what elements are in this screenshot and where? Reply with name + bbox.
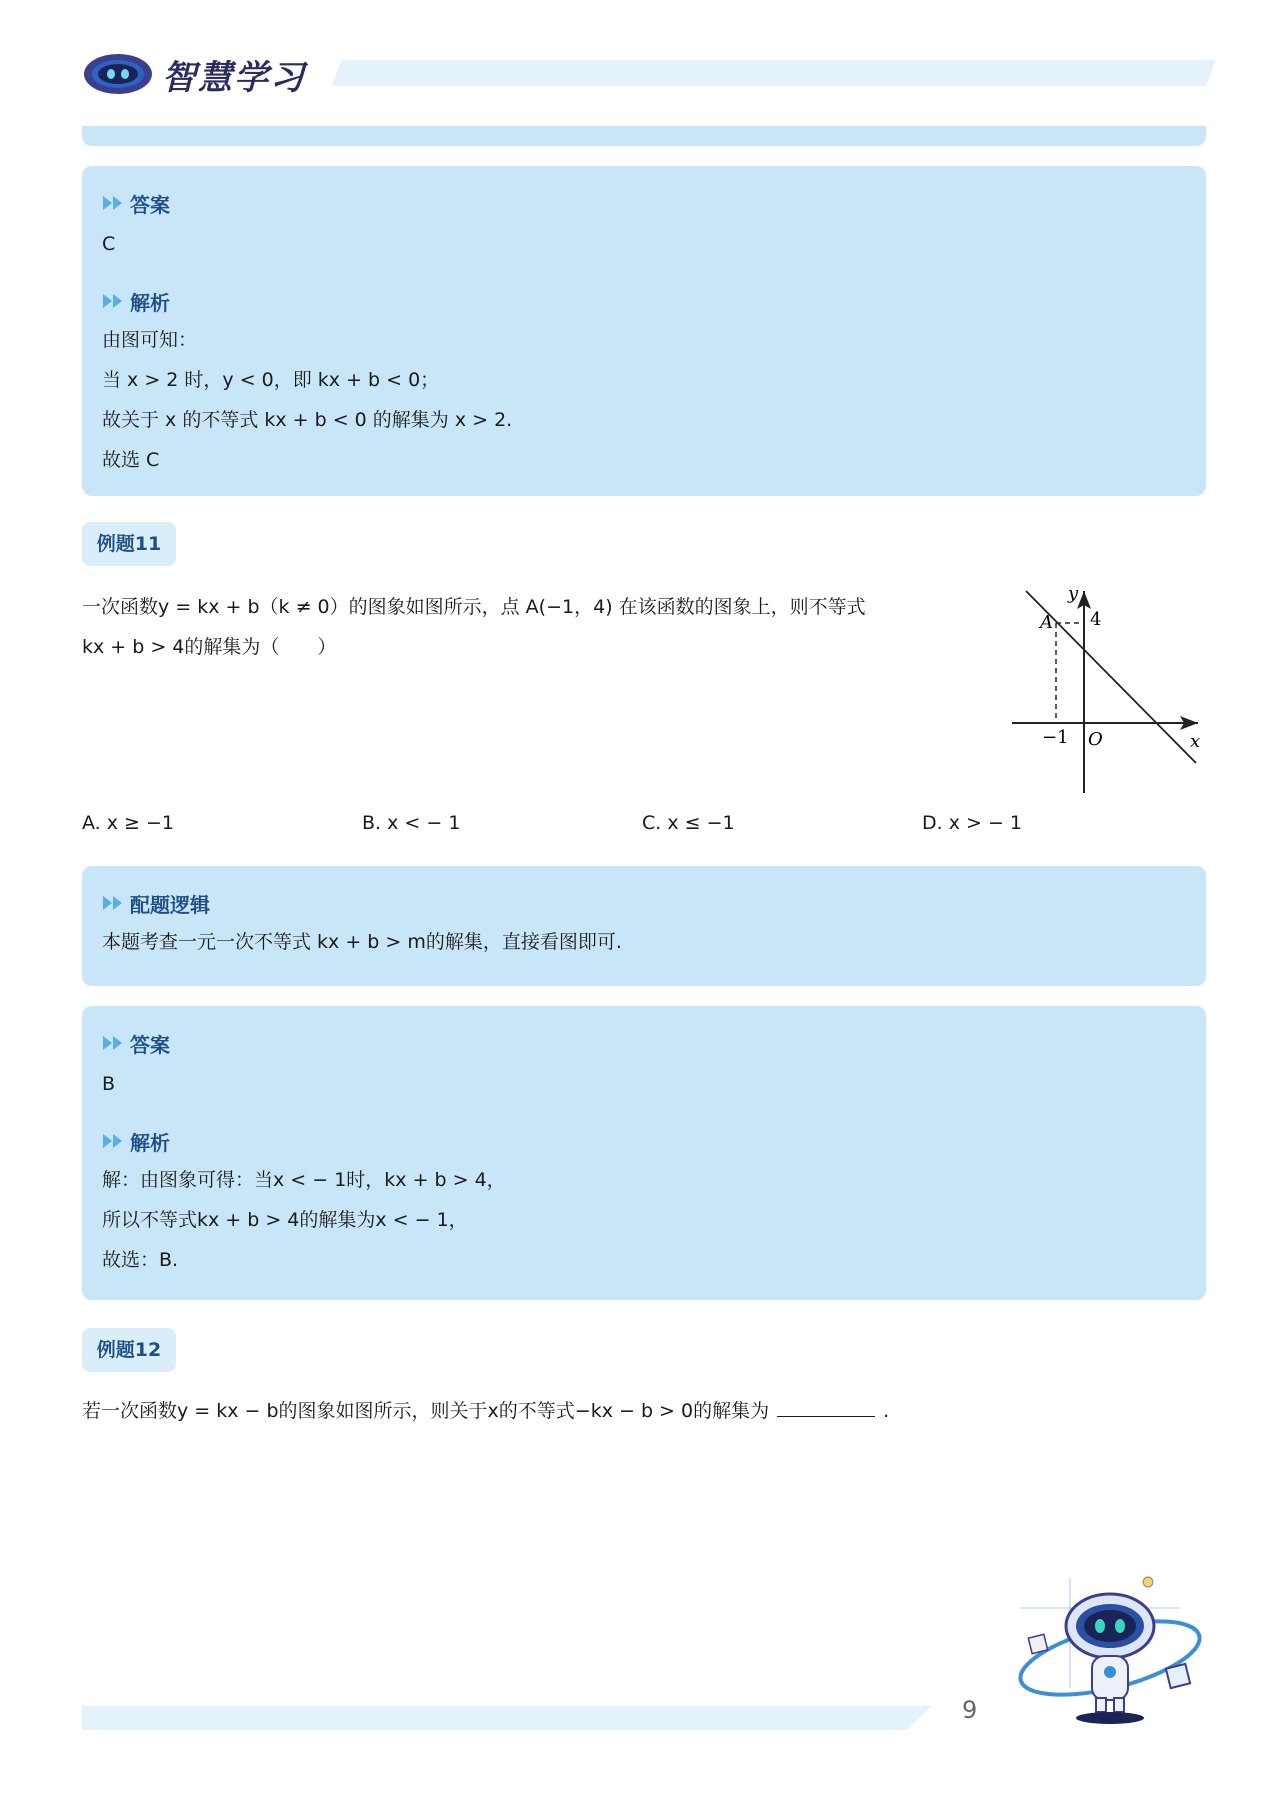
function-graph [1004, 583, 1204, 793]
question-text [82, 594, 982, 660]
page-number: 9 [962, 1696, 978, 1724]
analysis-line: 故选 C [102, 449, 160, 471]
answer-heading: 答案 [102, 190, 1186, 216]
question-line: 一次函数y = kx + b（k ≠ 0）的图象如图所示，点 A(−1，4) 在该函数的图象上，则不等式 [82, 596, 866, 618]
answer-blank[interactable] [777, 1416, 875, 1417]
logic-heading: 配题逻辑 [102, 890, 1186, 916]
analysis-line: 当 x > 2 时，y < 0，即 kx + b < 0； [102, 369, 440, 391]
answer-heading: 答案 [102, 1030, 1186, 1056]
previous-box-bottom [82, 126, 1206, 146]
header-decor-bar [332, 60, 1215, 86]
answer-analysis-box-2 [82, 1006, 1206, 1300]
double-chevron-icon [102, 293, 124, 309]
analysis-line: 由图可知： [102, 329, 198, 351]
example-tag: 例题11 [82, 522, 176, 566]
question-text [82, 1398, 1206, 1424]
graph-x-value: −1 [1042, 727, 1069, 748]
answer-analysis-box-1 [82, 166, 1206, 496]
answer-value: B [102, 1073, 116, 1095]
analysis-line: 解：由图象可得：当x < − 1时，kx + b > 4， [102, 1169, 506, 1191]
option-c[interactable]: C. x ≤ −1 [642, 812, 735, 834]
analysis-line: 所以不等式kx + b > 4的解集为x < − 1， [102, 1209, 468, 1231]
logic-box [82, 866, 1206, 986]
option-a[interactable]: A. x ≥ −1 [82, 812, 174, 834]
graph-y-label: y [1068, 583, 1079, 604]
graph-y-value: 4 [1090, 609, 1102, 630]
analysis-heading: 解析 [102, 288, 1186, 314]
double-chevron-icon [102, 1133, 124, 1149]
analysis-heading: 解析 [102, 1128, 1186, 1154]
option-d[interactable]: D. x > − 1 [922, 812, 1023, 834]
analysis-line: 故关于 x 的不等式 kx + b < 0 的解集为 x > 2. [102, 409, 513, 431]
double-chevron-icon [102, 195, 124, 211]
example-tag: 例题12 [82, 1328, 176, 1372]
robot-mascot-icon [1010, 1568, 1210, 1728]
page-header [82, 46, 1206, 98]
footer-decor-bar [82, 1706, 932, 1730]
logic-text: 本题考查一元一次不等式 kx + b > m的解集，直接看图即可. [102, 931, 622, 953]
option-b[interactable]: B. x < − 1 [362, 812, 461, 834]
question-text-after: . [883, 1400, 890, 1422]
robot-logo-icon [82, 46, 154, 98]
brand-title: 智慧学习 [162, 58, 306, 98]
graph-origin-label: O [1088, 729, 1103, 750]
question-line: kx + b > 4的解集为（ ） [82, 636, 337, 658]
analysis-line: 故选：B. [102, 1249, 179, 1271]
double-chevron-icon [102, 1035, 124, 1051]
graph-x-label: x [1190, 731, 1201, 752]
answer-value: C [102, 233, 116, 255]
question-text-before: 若一次函数y = kx − b的图象如图所示，则关于x的不等式−kx − b > 0的解集为 [82, 1400, 770, 1422]
graph-point-label: A [1040, 612, 1053, 633]
answer-options [82, 812, 1206, 842]
double-chevron-icon [102, 895, 124, 911]
